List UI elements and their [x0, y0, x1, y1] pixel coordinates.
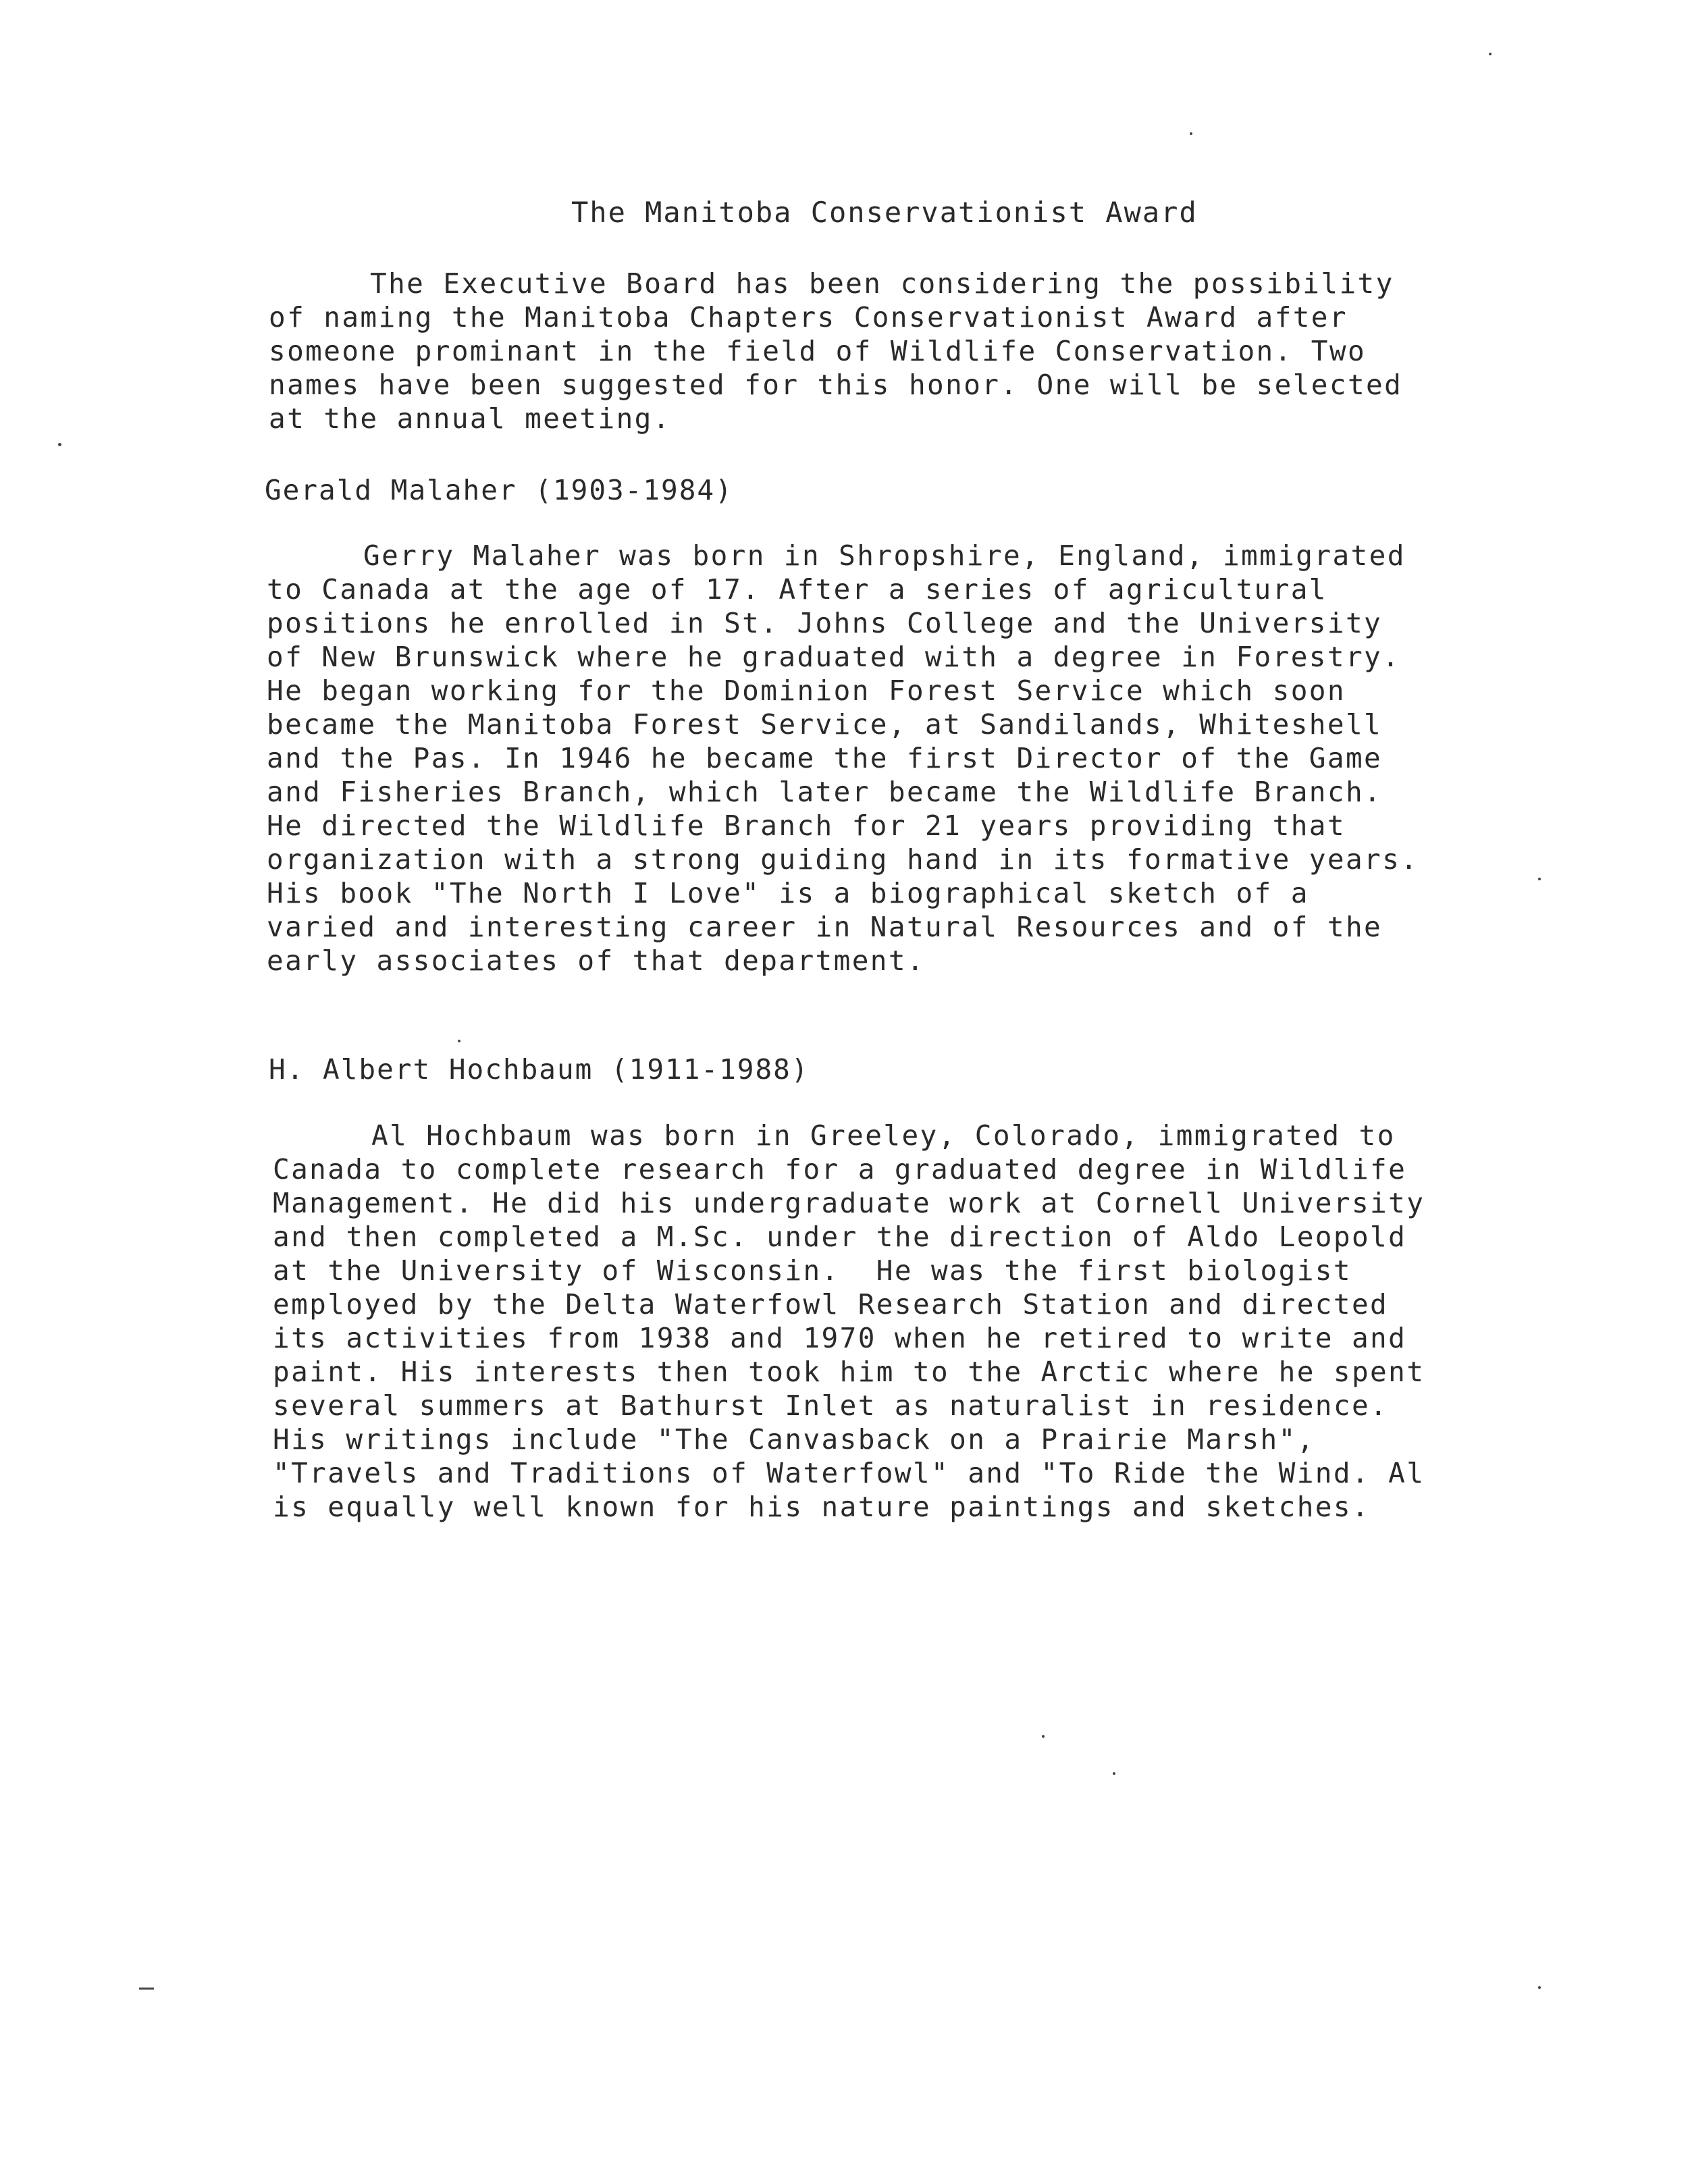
hochbaum-line: Canada to complete research for a graduated degree in Wildlife — [273, 1153, 1407, 1186]
malaher-line: His book "The North I Love" is a biographical sketch of a — [267, 877, 1309, 909]
scan-mark — [139, 1988, 154, 1990]
malaher-line: organization with a strong guiding hand in its formative years. — [267, 843, 1419, 876]
intro-line: names have been suggested for this honor. One will be selected — [269, 369, 1403, 401]
hochbaum-line: His writings include "The Canvasback on a Prairie Marsh", — [273, 1423, 1315, 1456]
malaher-line: became the Manitoba Forest Service, at Sandilands, Whiteshell — [267, 708, 1383, 741]
hochbaum-line: Al Hochbaum was born in Greeley, Colorado, immigrated to — [371, 1119, 1396, 1152]
malaher-line: of New Brunswick where he graduated with a degree in Forestry. — [267, 641, 1401, 673]
malaher-line: to Canada at the age of 17. After a series of agricultural — [267, 573, 1327, 606]
section-heading-malaher: Gerald Malaher (1903-1984) — [265, 474, 733, 506]
scan-speck — [1190, 132, 1192, 135]
hochbaum-line: and then completed a M.Sc. under the direction of Aldo Leopold — [273, 1221, 1407, 1253]
intro-line: of naming the Manitoba Chapters Conservationist Award after — [269, 301, 1348, 334]
malaher-line: varied and interesting career in Natural Resources and of the — [267, 911, 1383, 943]
malaher-line: and Fisheries Branch, which later became the Wildlife Branch. — [267, 776, 1383, 808]
malaher-line: He began working for the Dominion Forest Service which soon — [267, 674, 1346, 707]
intro-line: someone prominant in the field of Wildlife Conservation. Two — [269, 335, 1367, 367]
malaher-line: early associates of that department. — [267, 944, 926, 977]
hochbaum-line: employed by the Delta Waterfowl Research Station and directed — [273, 1288, 1389, 1321]
intro-line: The Executive Board has been considering the possibility — [370, 267, 1394, 300]
malaher-line: Gerry Malaher was born in Shropshire, England, immigrated — [363, 539, 1406, 572]
scan-speck — [1538, 878, 1541, 880]
scan-speck — [1042, 1735, 1045, 1738]
hochbaum-line: its activities from 1938 and 1970 when he retired to write and — [273, 1322, 1407, 1354]
malaher-line: and the Pas. In 1946 he became the first Director of the Game — [267, 742, 1383, 774]
page-title: The Manitoba Conservationist Award — [571, 196, 1198, 229]
scan-speck — [1538, 1986, 1541, 1989]
malaher-line: He directed the Wildlife Branch for 21 years providing that — [267, 809, 1346, 842]
hochbaum-line: paint. His interests then took him to the Arctic where he spent — [273, 1356, 1425, 1388]
hochbaum-line: "Travels and Traditions of Waterfowl" and "To Ride the Wind. Al — [273, 1457, 1425, 1489]
scan-speck — [1489, 53, 1492, 55]
scan-speck — [58, 443, 61, 446]
section-heading-hochbaum: H. Albert Hochbaum (1911-1988) — [269, 1053, 810, 1086]
hochbaum-line: several summers at Bathurst Inlet as naturalist in residence. — [273, 1389, 1389, 1422]
scan-speck — [458, 1040, 460, 1042]
scan-speck — [1113, 1772, 1115, 1775]
hochbaum-line: Management. He did his undergraduate work at Cornell University — [273, 1187, 1425, 1219]
hochbaum-line: at the University of Wisconsin. He was the first biologist — [273, 1254, 1352, 1287]
malaher-line: positions he enrolled in St. Johns College and the University — [267, 607, 1383, 639]
hochbaum-line: is equally well known for his nature paintings and sketches. — [273, 1491, 1371, 1523]
intro-line: at the annual meeting. — [269, 402, 671, 435]
